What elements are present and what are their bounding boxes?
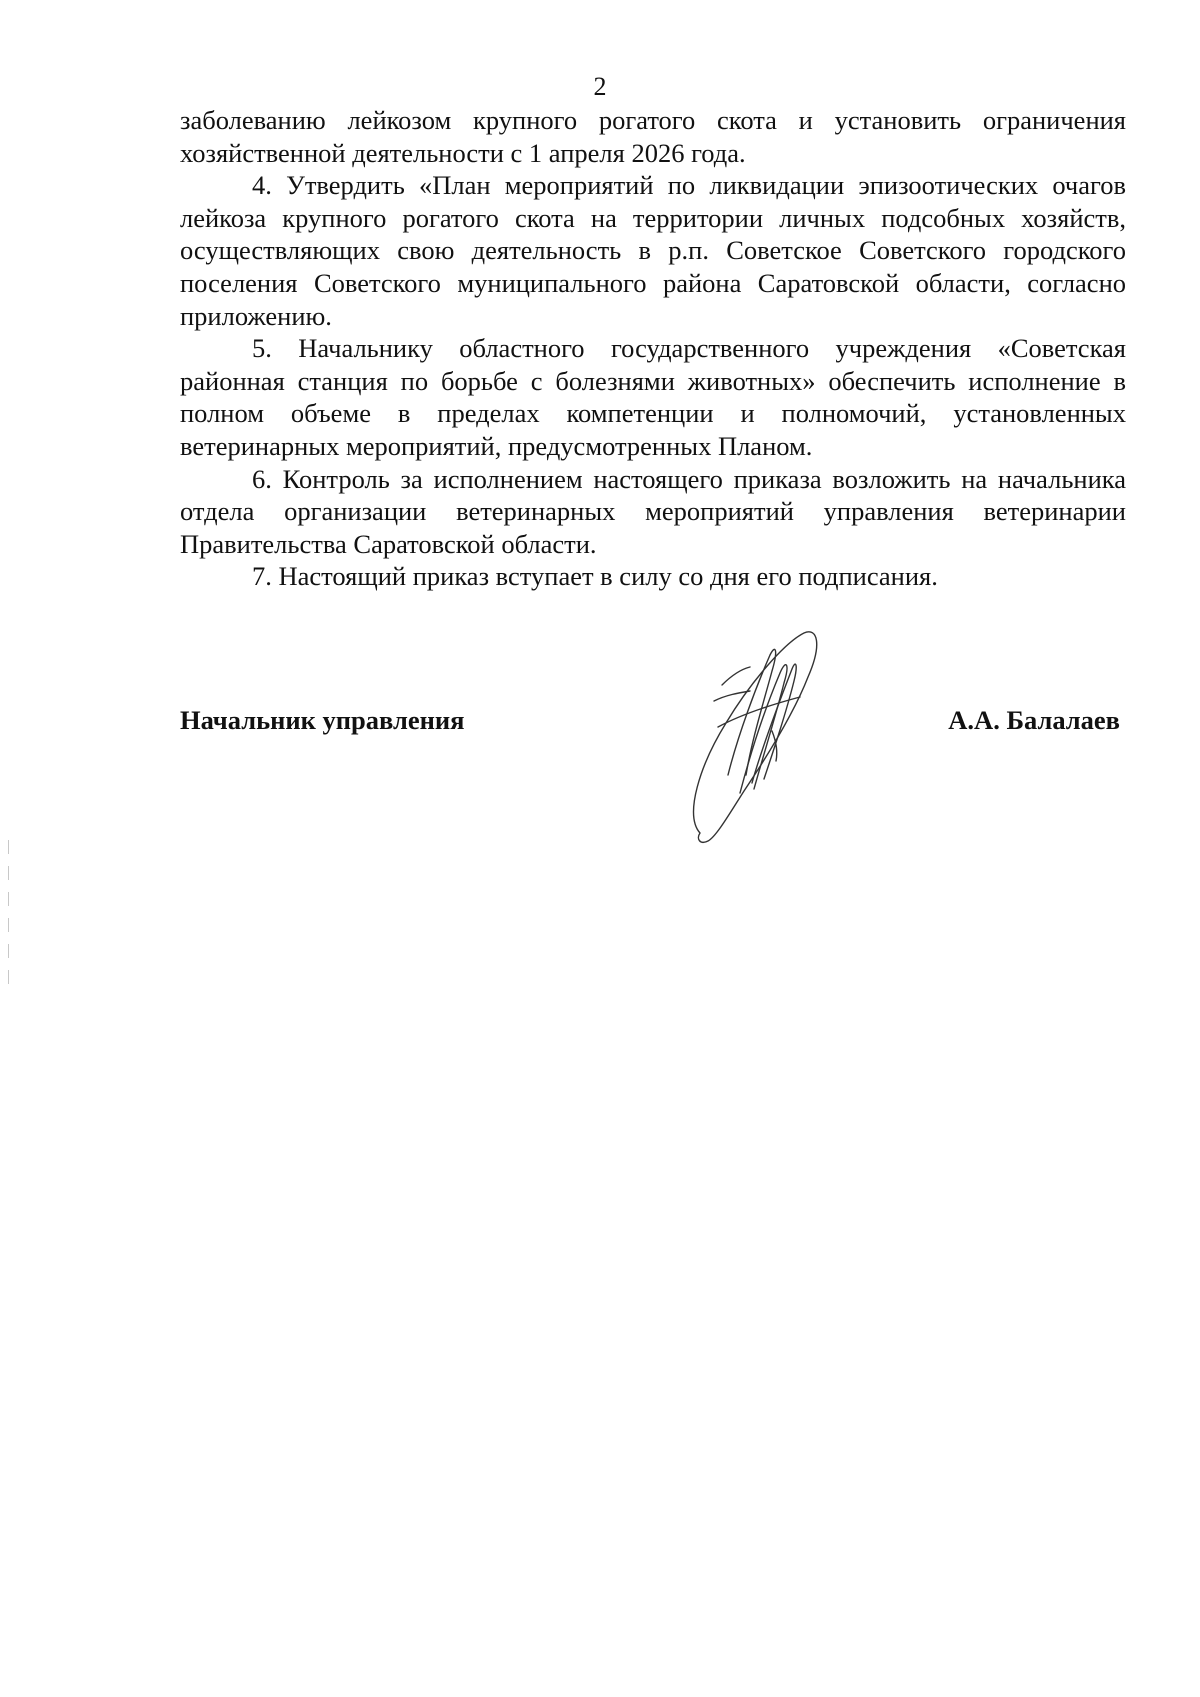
scan-mark bbox=[8, 970, 9, 984]
scan-mark bbox=[8, 918, 9, 932]
paragraph-item-5: 5. Начальнику областного государственного учреждения «Советская районная станция по борьбе с болезнями животных» обеспечить исполнение в полном объеме в пределах компетенции и полномочий, установленных ветеринарных мероприятий, предусмотренных Планом. bbox=[180, 333, 1126, 461]
signatory-position: Начальник управления bbox=[180, 705, 465, 735]
document-body bbox=[180, 104, 1126, 593]
page-number: 2 bbox=[593, 72, 607, 101]
signatory-name: А.А. Балалаев bbox=[948, 705, 1120, 735]
scan-mark bbox=[8, 892, 9, 906]
scan-mark bbox=[8, 944, 9, 958]
scan-mark bbox=[8, 866, 9, 880]
paragraph-item-7: 7. Настоящий приказ вступает в силу со дня его подписания. bbox=[252, 561, 938, 592]
paragraph-item-6: 6. Контроль за исполнением настоящего приказа возложить на начальника отдела организации ветеринарных мероприятий управления ветеринарии Правительства Саратовской области. bbox=[180, 463, 1126, 559]
paragraph-continuation: заболеванию лейкозом крупного рогатого скота и установить ограничения хозяйственной деятельности с 1 апреля 2026 года. bbox=[180, 105, 1126, 168]
scan-mark bbox=[8, 840, 9, 854]
handwritten-signature bbox=[680, 615, 840, 855]
paragraph-item-4: 4. Утвердить «План мероприятий по ликвидации эпизоотических очагов лейкоза крупного рогатого скота на территории личных подсобных хозяйств, осуществляющих свою деятельность в р.п. Советское Советского городского поселения Советского муниципального района Саратовской области, согласно приложению. bbox=[180, 170, 1126, 331]
